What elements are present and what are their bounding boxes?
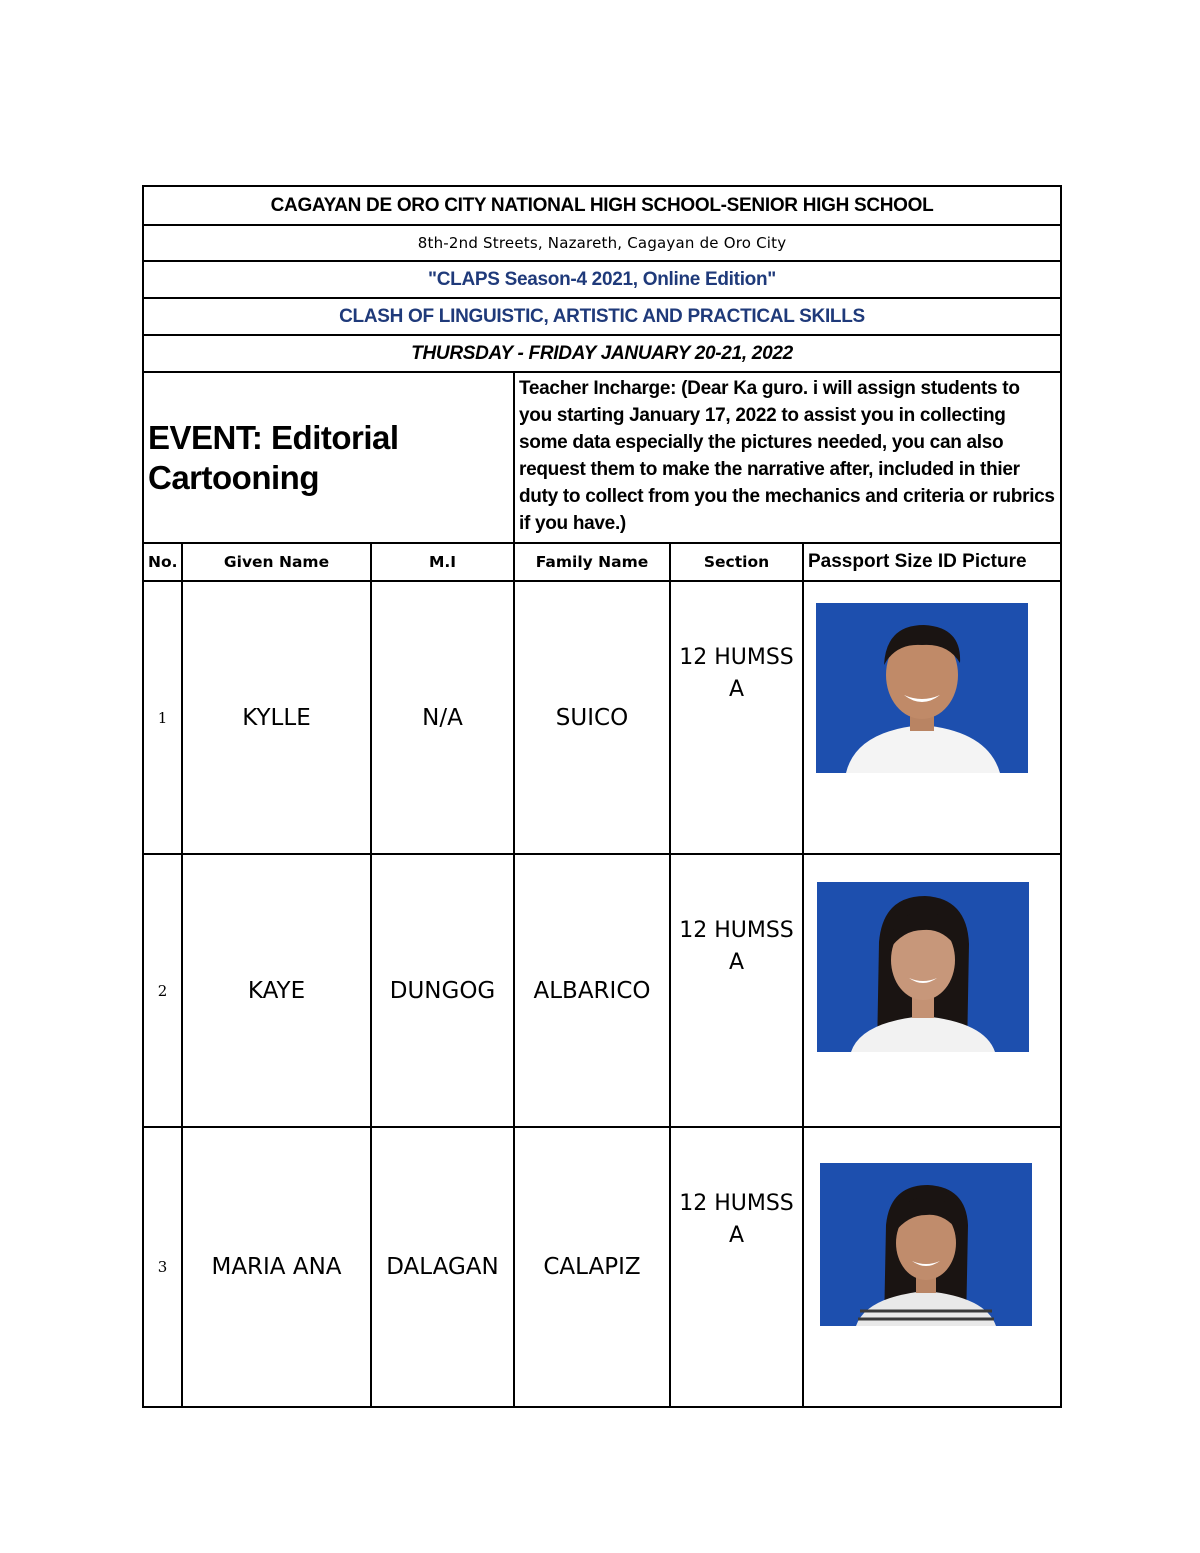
col-header-photo: Passport Size ID Picture	[803, 543, 1061, 581]
family-name: CALAPIZ	[514, 1127, 670, 1407]
id-photo-cell	[803, 1127, 1061, 1407]
col-header-family-name: Family Name	[514, 543, 670, 581]
id-photo	[817, 882, 1029, 1052]
col-header-given-name: Given Name	[182, 543, 371, 581]
id-photo	[816, 603, 1028, 773]
event-title-text: EVENT: Editorial Cartooning	[148, 418, 399, 496]
middle-initial: DALAGAN	[371, 1127, 514, 1407]
event-full-name: CLASH OF LINGUISTIC, ARTISTIC AND PRACTICAL SKILLS	[143, 298, 1061, 335]
registration-sheet	[142, 185, 1062, 1408]
section	[670, 854, 803, 1127]
id-photo-cell	[803, 854, 1061, 1127]
school-name: CAGAYAN DE ORO CITY NATIONAL HIGH SCHOOL-SENIOR HIGH SCHOOL	[143, 186, 1061, 225]
table-row	[143, 1127, 1061, 1407]
row-number: 1	[143, 581, 182, 854]
row-number: 2	[143, 854, 182, 1127]
given-name: KYLLE	[182, 581, 371, 854]
row-number: 3	[143, 1127, 182, 1407]
table-row	[143, 854, 1061, 1127]
event-series: "CLAPS Season-4 2021, Online Edition"	[143, 261, 1061, 298]
given-name: KAYE	[182, 854, 371, 1127]
id-photo-cell	[803, 581, 1061, 854]
portrait-icon	[816, 603, 1028, 773]
event-title	[143, 372, 514, 543]
table-row	[143, 581, 1061, 854]
family-name: ALBARICO	[514, 854, 670, 1127]
teacher-incharge-note: Teacher Incharge: (Dear Ka guro. i will assign students to you starting January 17, 2022 to assist you in collecting some data especially the pictures needed, you can also request them to make the narrative after, included in thier duty to collect from you the mechanics and criteria or rubrics if you have.)	[514, 372, 1061, 543]
col-header-no: No.	[143, 543, 182, 581]
id-photo	[820, 1163, 1032, 1326]
middle-initial: N/A	[371, 581, 514, 854]
section	[670, 581, 803, 854]
section-text: 12 HUMSS A	[679, 918, 794, 975]
event-dates: THURSDAY - FRIDAY JANUARY 20-21, 2022	[143, 335, 1061, 372]
col-header-mi: M.I	[371, 543, 514, 581]
section-text: 12 HUMSS A	[679, 645, 794, 702]
section	[670, 1127, 803, 1407]
school-address: 8th-2nd Streets, Nazareth, Cagayan de Oro City	[143, 225, 1061, 261]
family-name: SUICO	[514, 581, 670, 854]
portrait-icon	[820, 1163, 1032, 1326]
col-header-section: Section	[670, 543, 803, 581]
portrait-icon	[817, 882, 1029, 1052]
section-text: 12 HUMSS A	[679, 1191, 794, 1248]
given-name: MARIA ANA	[182, 1127, 371, 1407]
middle-initial: DUNGOG	[371, 854, 514, 1127]
